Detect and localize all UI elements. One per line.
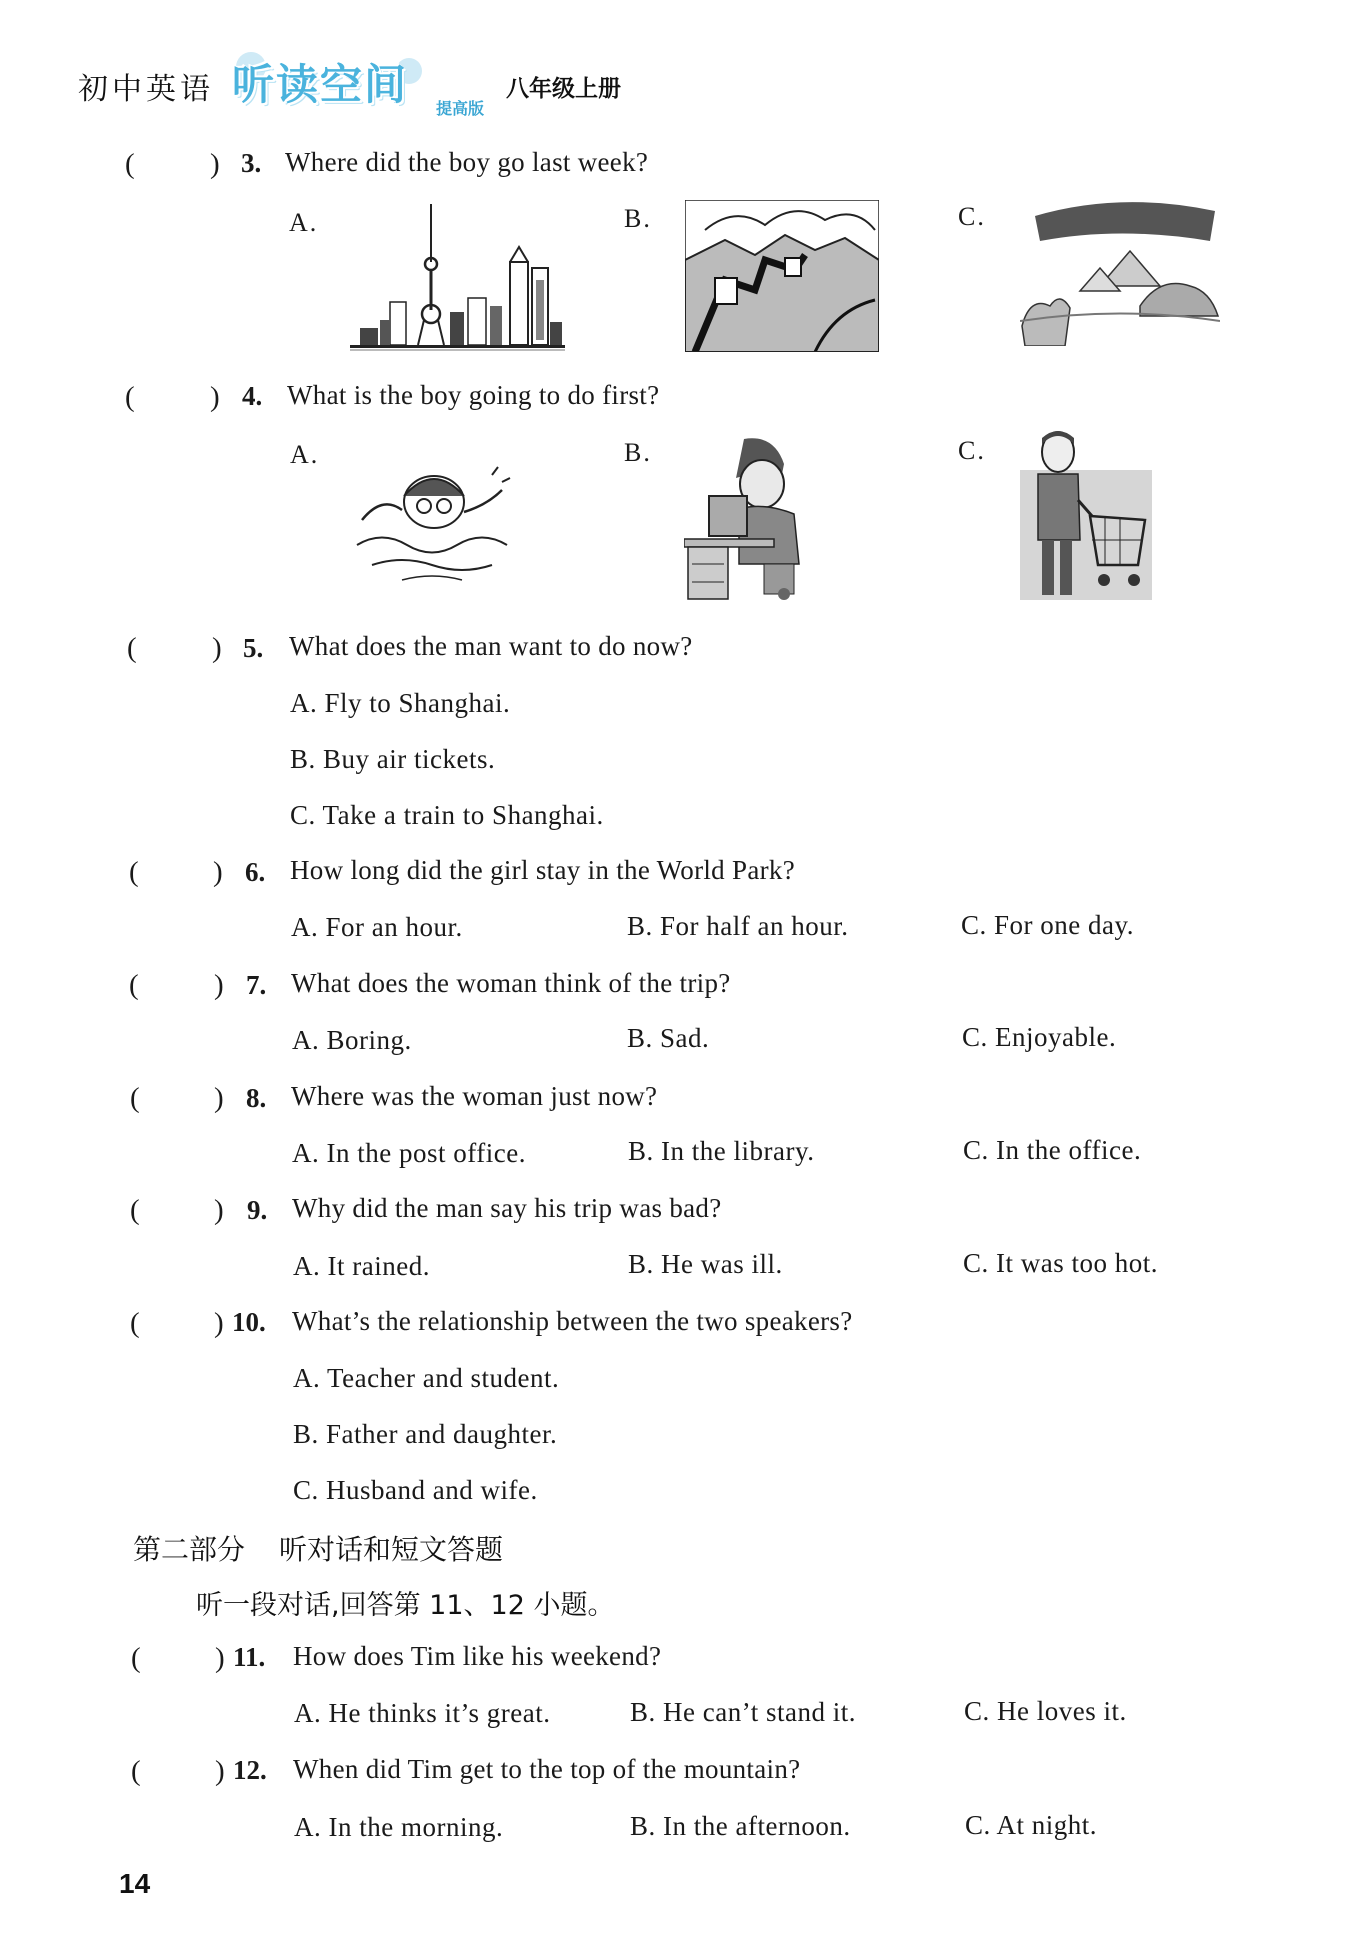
option-b: B. Father and daughter.	[293, 1419, 558, 1449]
option-a: A. Boring.	[292, 1025, 412, 1055]
question-number: 11.	[233, 1642, 266, 1672]
answer-paren-open[interactable]: (	[125, 381, 135, 413]
answer-paren-open[interactable]: (	[129, 969, 139, 1001]
question-text: What’s the relationship between the two speakers?	[292, 1306, 853, 1336]
section-number: 第二部分	[133, 1533, 246, 1566]
answer-paren-open[interactable]: (	[129, 856, 139, 888]
question-text: What does the man want to do now?	[289, 631, 693, 661]
swimming-boy-image[interactable]	[352, 450, 527, 590]
option-b: B. He can’t stand it.	[630, 1697, 856, 1727]
page-number: 14	[119, 1868, 151, 1899]
option-a: A. Teacher and student.	[293, 1363, 560, 1393]
question-number: 3.	[241, 148, 262, 178]
option-a: A. For an hour.	[291, 912, 463, 942]
option-c: C. In the office.	[963, 1135, 1142, 1165]
option-a-label: A.	[289, 208, 319, 237]
answer-paren-open[interactable]: (	[130, 1307, 140, 1339]
shanghai-skyline-image[interactable]	[350, 202, 565, 354]
great-wall-image[interactable]	[685, 200, 879, 352]
option-c: C. At night.	[965, 1810, 1098, 1840]
option-b: B. For half an hour.	[627, 911, 849, 941]
option-a: A. He thinks it’s great.	[294, 1698, 551, 1728]
question-text: Where did the boy go last week?	[285, 147, 649, 177]
answer-paren-close: )	[215, 1755, 225, 1787]
answer-paren-close: )	[214, 969, 224, 1001]
option-c: C. It was too hot.	[963, 1248, 1158, 1278]
option-c-label: C.	[958, 436, 986, 465]
question-text: How does Tim like his weekend?	[293, 1641, 662, 1671]
question-text: Why did the man say his trip was bad?	[292, 1193, 722, 1223]
option-b-label: B.	[624, 204, 652, 233]
option-b: B. In the afternoon.	[630, 1811, 851, 1841]
answer-paren-open[interactable]: (	[125, 148, 135, 180]
option-c-label: C.	[958, 202, 986, 231]
question-number: 10.	[232, 1307, 266, 1337]
edition-label: 提高版	[436, 99, 485, 118]
question-text: What does the woman think of the trip?	[291, 968, 731, 998]
option-b-label: B.	[624, 438, 652, 467]
question-number: 6.	[245, 857, 266, 887]
series-title: 初中英语	[78, 72, 214, 107]
question-number: 5.	[243, 633, 264, 663]
option-a: A. It rained.	[293, 1251, 430, 1281]
answer-paren-close: )	[214, 1307, 224, 1339]
answer-paren-open[interactable]: (	[130, 1194, 140, 1226]
question-number: 12.	[233, 1755, 267, 1785]
option-b: B. Buy air tickets.	[290, 744, 496, 774]
answer-paren-close: )	[215, 1642, 225, 1674]
option-a: A. In the morning.	[294, 1812, 504, 1842]
question-number: 7.	[246, 970, 267, 1000]
option-c: C. Take a train to Shanghai.	[290, 800, 604, 830]
answer-paren-close: )	[213, 856, 223, 888]
option-a-label: A.	[290, 440, 320, 469]
boy-shopping-cart-image[interactable]	[1020, 430, 1152, 600]
option-a: A. In the post office.	[292, 1138, 526, 1168]
answer-paren-open[interactable]: (	[131, 1642, 141, 1674]
question-number: 4.	[242, 381, 263, 411]
pyramids-sphinx-image[interactable]	[1020, 196, 1220, 346]
question-number: 9.	[247, 1195, 268, 1225]
option-c: C. Enjoyable.	[962, 1022, 1117, 1052]
option-c: C. For one day.	[961, 910, 1134, 940]
option-c: C. Husband and wife.	[293, 1475, 538, 1505]
option-c: C. He loves it.	[964, 1696, 1127, 1726]
answer-paren-close: )	[214, 1194, 224, 1226]
answer-paren-close: )	[210, 148, 220, 180]
option-a: A. Fly to Shanghai.	[290, 688, 511, 718]
answer-paren-close: )	[214, 1082, 224, 1114]
logo: 听读空间	[232, 60, 409, 109]
answer-paren-open[interactable]: (	[130, 1082, 140, 1114]
option-b: B. He was ill.	[628, 1249, 783, 1279]
boy-at-computer-image[interactable]	[684, 434, 806, 602]
question-text: What is the boy going to do first?	[287, 380, 660, 410]
answer-paren-close: )	[212, 632, 222, 664]
question-text: Where was the woman just now?	[291, 1081, 658, 1111]
option-b: B. In the library.	[628, 1136, 815, 1166]
grade-label: 八年级上册	[506, 76, 621, 102]
answer-paren-open[interactable]: (	[131, 1755, 141, 1787]
question-number: 8.	[246, 1083, 267, 1113]
option-b: B. Sad.	[627, 1023, 710, 1053]
section-name: 听对话和短文答题	[279, 1533, 504, 1566]
section-title	[133, 1528, 503, 1568]
answer-paren-close: )	[210, 381, 220, 413]
question-text: When did Tim get to the top of the mountain?	[293, 1754, 801, 1784]
question-text: How long did the girl stay in the World Park?	[290, 855, 796, 885]
answer-paren-open[interactable]: (	[127, 632, 137, 664]
section-instruction: 听一段对话,回答第 11、12 小题。	[196, 1590, 615, 1621]
